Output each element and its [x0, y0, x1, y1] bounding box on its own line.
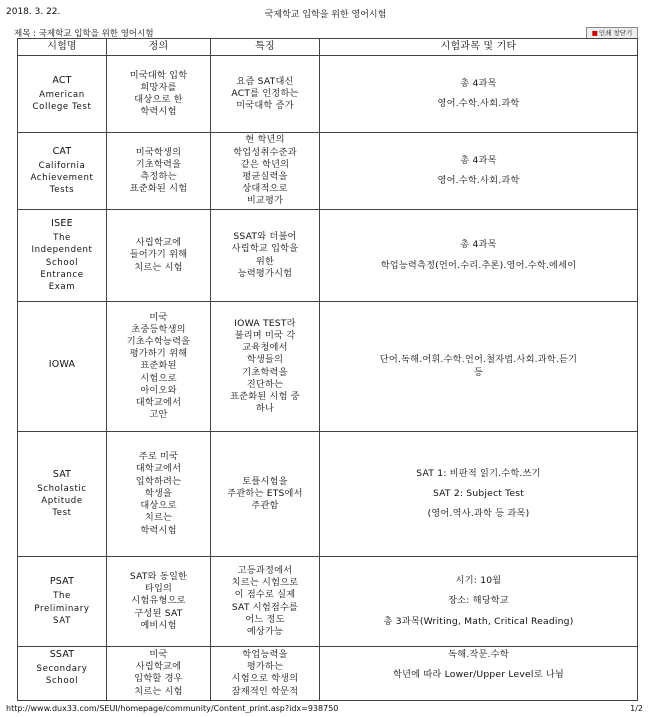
- col-header-definition: 정의: [107, 39, 211, 56]
- definition-line: 치르는: [144, 512, 173, 524]
- features-line: 능력평가시험: [237, 267, 293, 279]
- definition-line: 시험유형으로: [131, 595, 186, 607]
- exam-table: [17, 38, 638, 701]
- table-header-row: [18, 39, 638, 56]
- table-row: [18, 432, 638, 557]
- subjects-line: 총 4과목: [460, 77, 497, 89]
- definition-line: 미국: [149, 649, 168, 660]
- exam-full-name: Tests: [49, 185, 75, 196]
- exam-full-name: Exam: [48, 281, 76, 292]
- definition-line: 대학교에서: [135, 463, 182, 475]
- definition-line: SAT와 동일한: [129, 570, 188, 582]
- features-line: 비교평가: [246, 195, 284, 207]
- exam-full-name: Achievement: [30, 173, 94, 183]
- definition-line: 예비시험: [140, 619, 177, 631]
- exam-full-name: College Test: [32, 102, 92, 113]
- definition-cell: [107, 432, 211, 557]
- features-cell: [211, 432, 320, 557]
- exam-name-cell: [18, 557, 107, 647]
- exam-abbr: SAT: [52, 468, 72, 480]
- exam-full-name: Independent: [31, 245, 93, 256]
- features-line: 토플시험을: [242, 475, 288, 487]
- features-line: 평균실력을: [242, 171, 288, 182]
- definition-line: 기초수학능력을: [126, 335, 191, 347]
- features-line: 불리며 미국 각: [234, 329, 296, 341]
- definition-line: 학력시험: [140, 524, 177, 536]
- subjects-line: (영어.역사.과학 등 과목): [427, 508, 530, 520]
- features-line: 고등과정에서: [237, 564, 293, 576]
- header-title: 국제학교 입학을 위한 영어시험: [264, 10, 387, 20]
- features-line: 사립학교 입학을: [231, 243, 299, 255]
- header-date: 2018. 3. 22.: [6, 7, 61, 17]
- subjects-cell: [320, 56, 638, 133]
- exam-abbr: PSAT: [49, 576, 75, 588]
- definition-line: 입학하려는: [135, 475, 182, 487]
- features-cell: [211, 210, 320, 302]
- features-line: 치르는 시험으로: [231, 577, 299, 589]
- table-row: [18, 302, 638, 432]
- exam-name-cell: [18, 647, 107, 701]
- exam-abbr: ACT: [52, 74, 72, 86]
- exam-abbr: SSAT: [49, 649, 75, 660]
- features-line: 학생들의: [246, 354, 284, 366]
- table-row: [18, 557, 638, 647]
- exam-full-name: Secondary: [36, 664, 88, 675]
- features-line: 어느 정도: [245, 613, 285, 625]
- subjects-cell: [320, 557, 638, 647]
- definition-line: 학생을: [144, 487, 173, 499]
- features-line: 진단하는: [246, 378, 284, 390]
- features-cell: [211, 557, 320, 647]
- definition-line: 표준화된 시험: [129, 183, 188, 195]
- features-line: 기초학력을: [242, 366, 288, 378]
- features-line: 평가하는: [246, 661, 284, 673]
- subjects-line: 장소: 해당학교: [448, 595, 509, 607]
- subjects-cell: [320, 133, 638, 210]
- subjects-cell: [320, 210, 638, 302]
- definition-line: 평가하기 위해: [129, 348, 188, 360]
- footer-url: http://www.dux33.com/SEUI/homepage/community/Content_print.asp?idx=938750: [6, 704, 339, 713]
- definition-line: 시험으로: [140, 372, 177, 384]
- features-line: 학업성취수준과: [233, 146, 297, 158]
- features-cell: [211, 647, 320, 701]
- table-row: [18, 647, 638, 701]
- features-line: 표준화된 시험 중: [230, 390, 300, 402]
- definition-line: 희망자를: [140, 81, 177, 93]
- table-row: [18, 56, 638, 133]
- definition-line: 들어가기 위해: [129, 249, 188, 261]
- subjects-cell: [320, 432, 638, 557]
- subjects-line: 총 4과목: [460, 154, 497, 166]
- features-line: IOWA TEST라: [234, 317, 296, 329]
- subjects-line: SAT 2: Subject Test: [432, 487, 525, 499]
- exam-full-name: Entrance: [40, 269, 84, 280]
- definition-line: 주로 미국: [138, 451, 179, 463]
- subjects-line: 단어.독해.어휘.수학.언어.철자법.사회.과학.듣기: [379, 354, 578, 366]
- definition-line: 표준화된: [140, 360, 177, 372]
- print-button-label: 인쇄 창닫기: [598, 29, 633, 37]
- definition-line: 치르는 시험: [134, 685, 183, 697]
- features-line: 잠재적인 학문적: [231, 685, 299, 697]
- exam-full-name: Preliminary: [34, 603, 90, 614]
- definition-cell: [107, 557, 211, 647]
- definition-cell: [107, 302, 211, 432]
- features-line: SSAT와 더불어: [233, 231, 297, 243]
- exam-name-cell: [18, 432, 107, 557]
- exam-name-cell: [18, 133, 107, 210]
- features-line: 주관하는 ETS에서: [227, 487, 303, 499]
- exam-full-name: American: [39, 89, 85, 100]
- subjects-cell: [320, 647, 638, 701]
- features-line: 교육청에서: [242, 342, 288, 354]
- exam-abbr: IOWA: [48, 359, 76, 371]
- definition-line: 미국: [149, 311, 168, 323]
- definition-line: 타입의: [144, 583, 173, 595]
- exam-full-name: School: [45, 676, 79, 687]
- features-line: 미국대학 증가: [236, 100, 294, 112]
- definition-line: 구성된 SAT: [134, 607, 183, 619]
- subjects-line: SAT 1: 비판적 읽기.수학.쓰기: [416, 467, 541, 479]
- features-line: 주관함: [251, 500, 279, 512]
- definition-cell: [107, 56, 211, 133]
- definition-line: 측정하는: [140, 171, 177, 182]
- subjects-line: 학업능력측정(언어.수리.추론).영어.수학.에세이: [380, 259, 577, 271]
- definition-line: 입학할 경우: [134, 673, 183, 685]
- exam-full-name: Test: [52, 508, 72, 519]
- definition-line: 기초학력을: [135, 158, 182, 170]
- subjects-line: 총 4과목: [460, 239, 497, 251]
- exam-full-name: School: [45, 257, 79, 268]
- subject-line: 제목 : 국제학교 입학을 위한 영어시험: [14, 29, 154, 39]
- subjects-line: 시기: 10월: [455, 575, 502, 587]
- definition-line: 대상으로: [140, 500, 177, 512]
- footer-page: 1/2: [630, 704, 643, 713]
- definition-line: 치르는 시험: [134, 261, 183, 273]
- features-line: ACT를 인정하는: [231, 87, 299, 99]
- exam-abbr: CAT: [52, 145, 72, 157]
- subjects-line: 영어.수학.사회.과학: [437, 175, 520, 186]
- subjects-line: 독해.작문.수학: [448, 649, 509, 660]
- features-line: SAT 시험점수를: [231, 601, 299, 613]
- definition-cell: [107, 647, 211, 701]
- definition-line: 사립학교에: [135, 661, 182, 673]
- subjects-line: 등: [473, 366, 484, 378]
- features-line: 위한: [255, 255, 275, 267]
- features-line: 같은 학년의: [240, 158, 290, 170]
- exam-abbr: ISEE: [51, 217, 73, 229]
- definition-line: 대상으로 한: [134, 94, 183, 105]
- features-line: 상대적으로: [242, 183, 288, 195]
- features-line: 시험으로 학생의: [231, 673, 299, 685]
- features-line: 요즘 SAT대신: [236, 75, 294, 87]
- definition-line: 사립학교에: [135, 237, 182, 249]
- exam-full-name: The: [53, 591, 71, 602]
- definition-line: 고안: [149, 409, 168, 421]
- subjects-line: 총 3과목(Writing, Math, Critical Reading): [383, 615, 574, 627]
- features-line: 이 점수로 실제: [234, 589, 296, 601]
- exam-name-cell: [18, 210, 107, 302]
- printer-icon: ■: [591, 29, 598, 37]
- exam-full-name: Scholastic: [37, 483, 87, 494]
- table-row: [18, 210, 638, 302]
- col-header-features: 특징: [211, 39, 320, 56]
- exam-name-cell: [18, 56, 107, 133]
- table-row: [18, 133, 638, 210]
- definition-line: 학력시험: [140, 106, 177, 118]
- features-cell: [211, 302, 320, 432]
- definition-line: 초중등학생의: [131, 323, 186, 335]
- definition-cell: [107, 133, 211, 210]
- exam-name-cell: [18, 302, 107, 432]
- features-line: 하나: [255, 403, 275, 415]
- definition-line: 미국대학 입학: [129, 69, 188, 81]
- exam-full-name: Aptitude: [41, 496, 83, 506]
- definition-line: 미국학생의: [135, 146, 182, 158]
- features-line: 예상가능: [246, 625, 284, 637]
- exam-full-name: The: [53, 233, 71, 244]
- definition-line: 아이오와: [140, 384, 177, 396]
- features-cell: [211, 56, 320, 133]
- exam-full-name: SAT: [53, 615, 71, 626]
- subjects-line: 영어.수학.사회.과학: [437, 98, 520, 109]
- exam-full-name: California: [38, 160, 86, 171]
- col-header-exam: 시험명: [18, 39, 107, 56]
- features-line: 현 학년의: [245, 134, 285, 146]
- subjects-line: 학년에 따라 Lower/Upper Level로 나뉨: [393, 669, 564, 681]
- definition-cell: [107, 210, 211, 302]
- subjects-cell: [320, 302, 638, 432]
- features-cell: [211, 133, 320, 210]
- definition-line: 대학교에서: [135, 397, 182, 408]
- col-header-subjects: 시험과목 및 기타: [320, 39, 638, 56]
- features-line: 학업능력을: [242, 649, 288, 660]
